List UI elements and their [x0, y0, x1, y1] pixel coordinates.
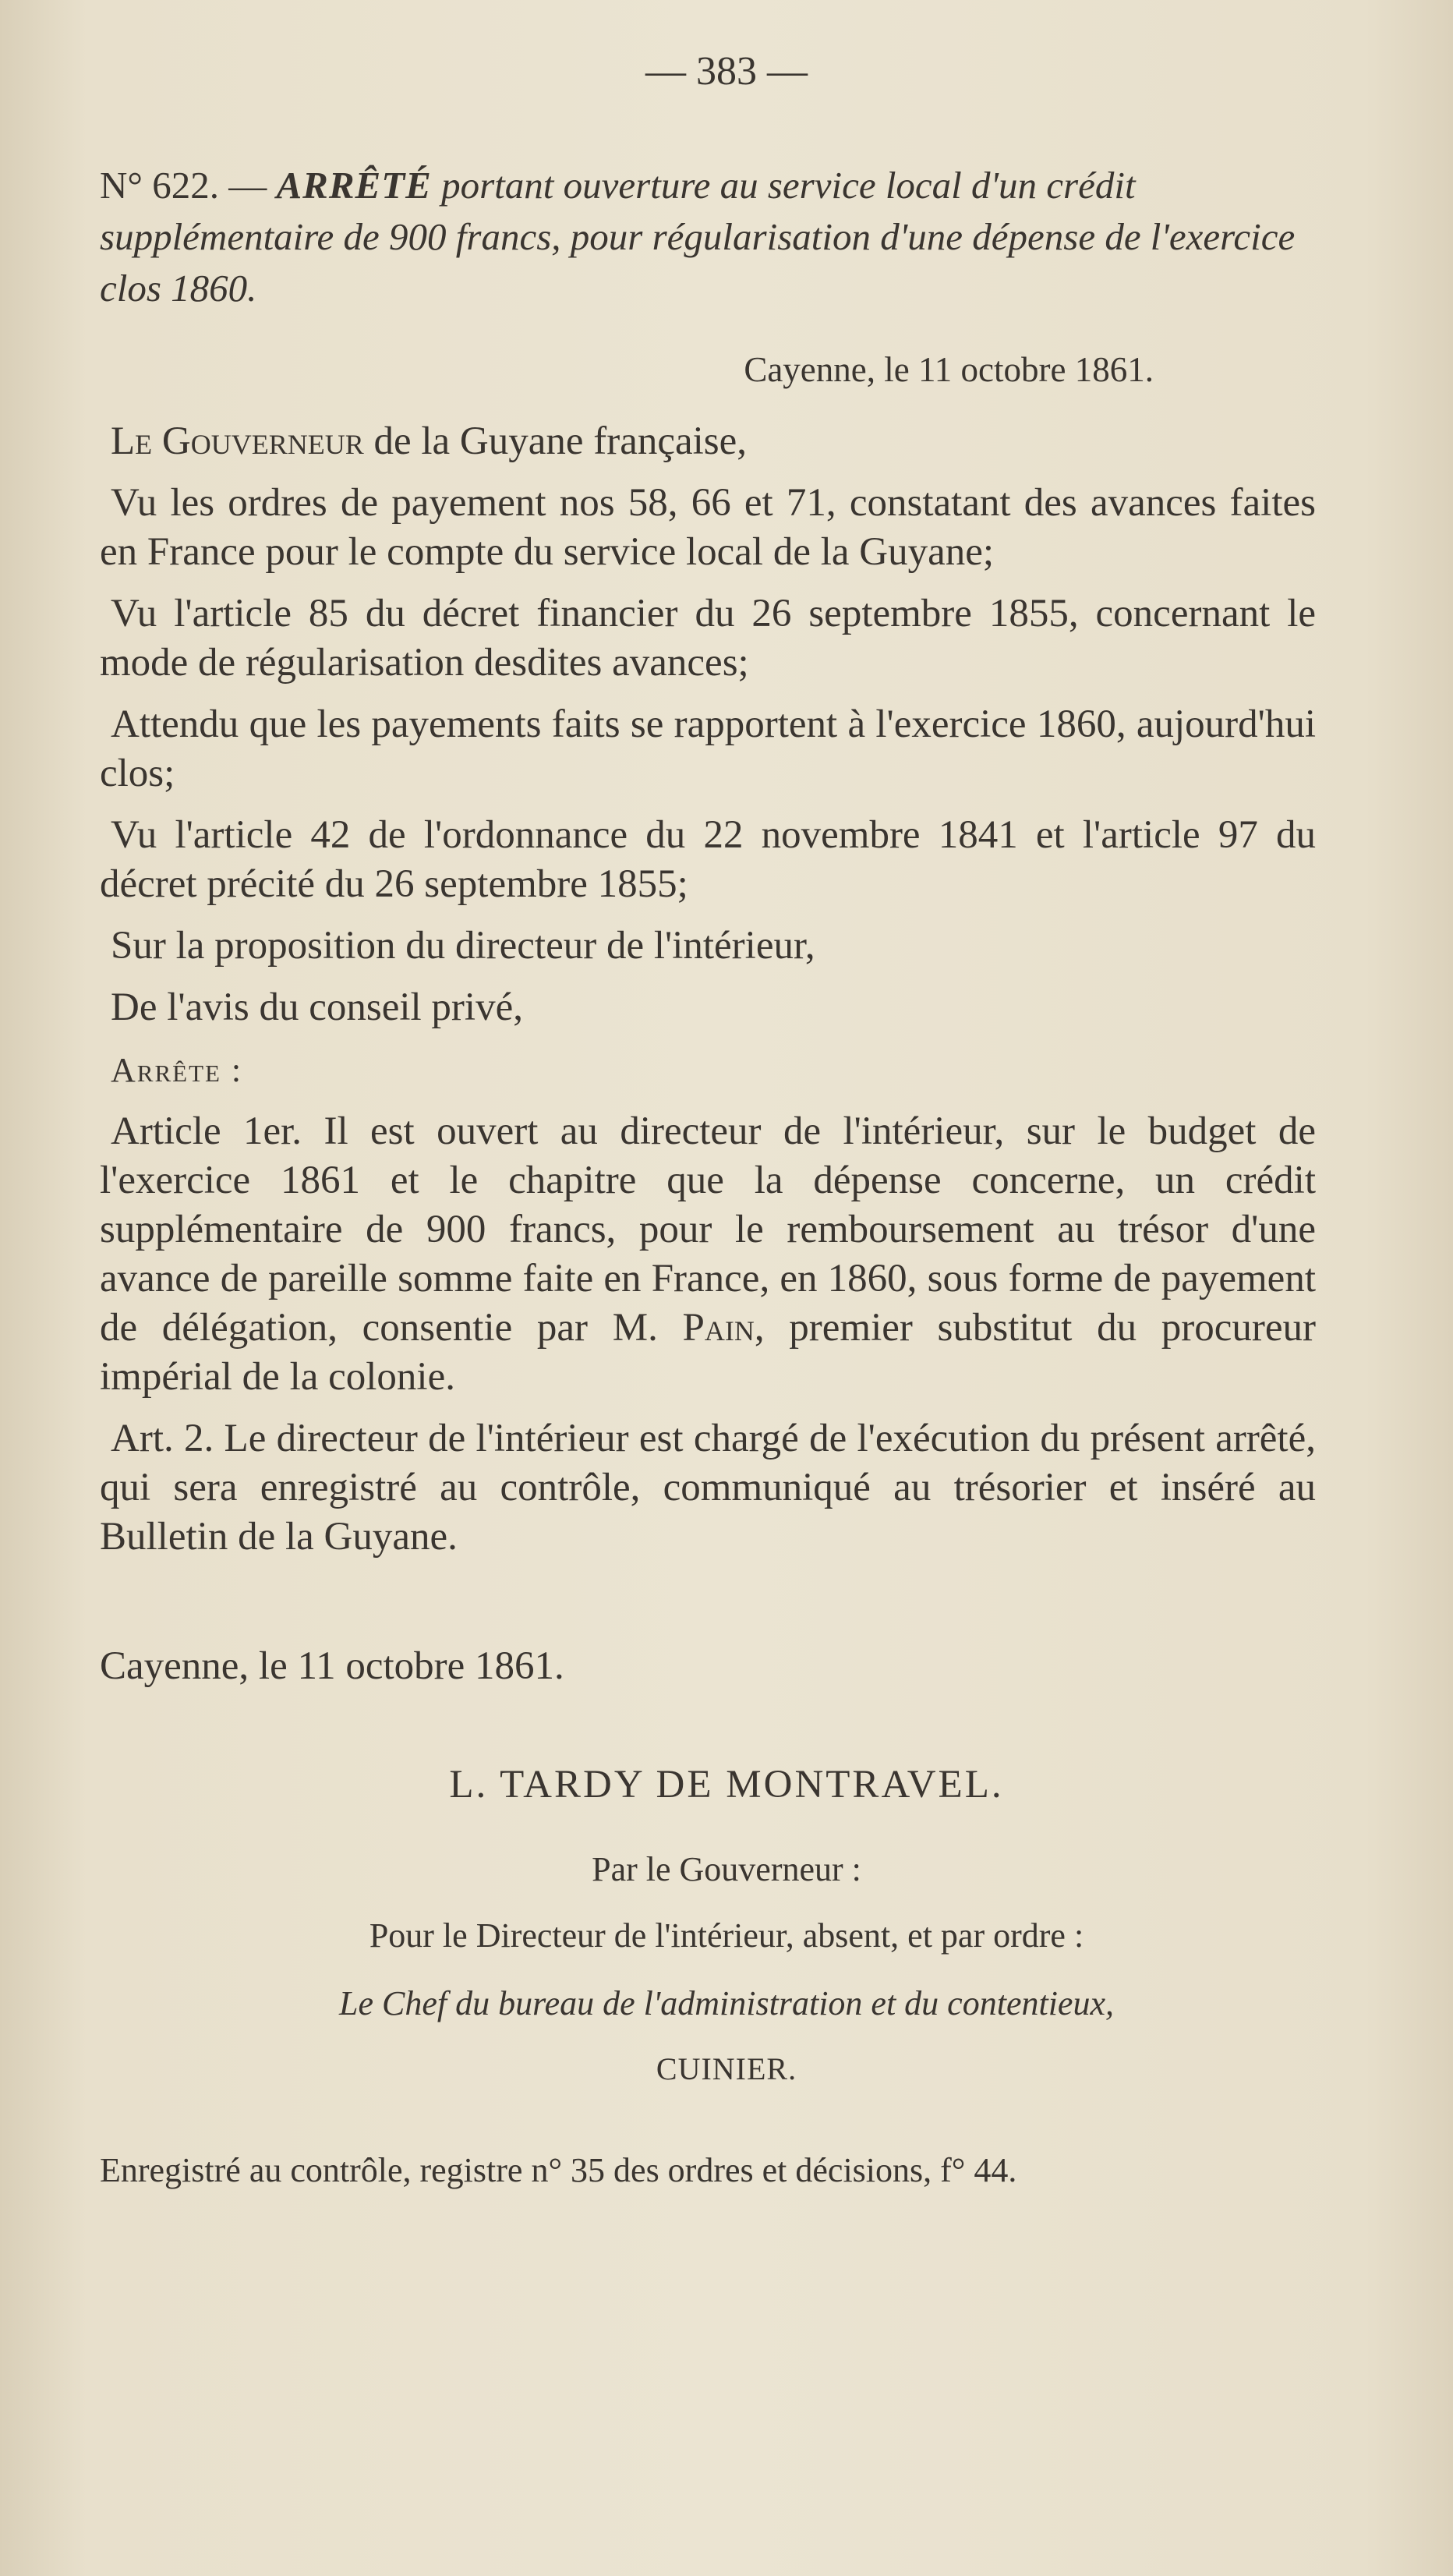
decree-title: ARRÊTÉ [276, 164, 432, 207]
arrete-label [100, 1045, 1316, 1095]
decree-body [100, 417, 1316, 1574]
preamble-vu-article-42: Vu l'article 42 de l'ordonnance du 22 novembre 1841 et l'article 97 du décret précité du 26 septembre 1855; [100, 813, 1316, 906]
signature-name: L. TARDY DE MONTRAVEL. [449, 1763, 1004, 1806]
article-2: Art. 2. Le directeur de l'intérieur est chargé de l'exécution du présent arrêté, qui sera enregistré au contrôle, communiqué au trésorier et inséré au Bulletin de la Guyane. [100, 1417, 1316, 1559]
par-le-gouverneur: Par le Gouverneur : [592, 1850, 861, 1888]
preamble-vu-article-85: Vu l'article 85 du décret financier du 26 septembre 1855, concernant le mode de régularisation desdites avances; [100, 592, 1316, 685]
decree-subject: portant ouverture au service local d'un crédit supplémentaire de 900 francs, pour régularisation d'une dépense de l'exercice clos 1860. [100, 164, 1296, 310]
preamble-proposition: Sur la proposition du directeur de l'intérieur, [111, 924, 815, 968]
pour-le-directeur: Pour le Directeur de l'intérieur, absent, et par ordre : [369, 1916, 1084, 1955]
article-1-end: , premier substitut du procureur impérial de la colonie. [100, 1306, 1316, 1399]
page-number: — 383 — [645, 49, 808, 94]
countersignature-name: CUINIER. [656, 2051, 797, 2086]
article-1-text: Article 1er. Il est ouvert au directeur de l'intérieur, sur le budget de l'exercice 1861 et le chapitre que la dépense concerne, un crédit supplémentaire de 900 francs, pour le remboursement au trésor d'une avance de pareille somme faite en France, en 1860, sous forme de payement de délégation, consentie par M. [100, 1109, 1316, 1350]
preamble-attendu: Attendu que les payements faits se rapportent à l'exercice 1860, aujourd'hui clos; [100, 702, 1316, 795]
chef-du-bureau: Le Chef du bureau de l'administration et du contentieux, [339, 1984, 1114, 2022]
preamble-gouverneur [100, 417, 1316, 466]
article-1 [100, 1107, 1316, 1402]
gouverneur-title: Le Gouverneur [111, 419, 364, 463]
dateline: Cayenne, le 11 octobre 1861. [744, 350, 1154, 389]
decree-number: N° 622. — [100, 164, 267, 207]
registration-note: Enregistré au contrôle, registre n° 35 des ordres et décisions, f° 44. [100, 2151, 1017, 2189]
arrete-label-text: Arrête : [111, 1051, 243, 1089]
closing-date: Cayenne, le 11 octobre 1861. [100, 1644, 564, 1688]
article-1-name: Pain [682, 1306, 755, 1350]
gouverneur-rest: de la Guyane française, [363, 419, 748, 463]
decree-heading [100, 160, 1324, 314]
preamble-avis: De l'avis du conseil privé, [111, 985, 523, 1029]
preamble-vu-ordres: Vu les ordres de payement nos 58, 66 et 71, constatant des avances faites en France pour le compte du service local de la Guyane; [100, 481, 1316, 574]
